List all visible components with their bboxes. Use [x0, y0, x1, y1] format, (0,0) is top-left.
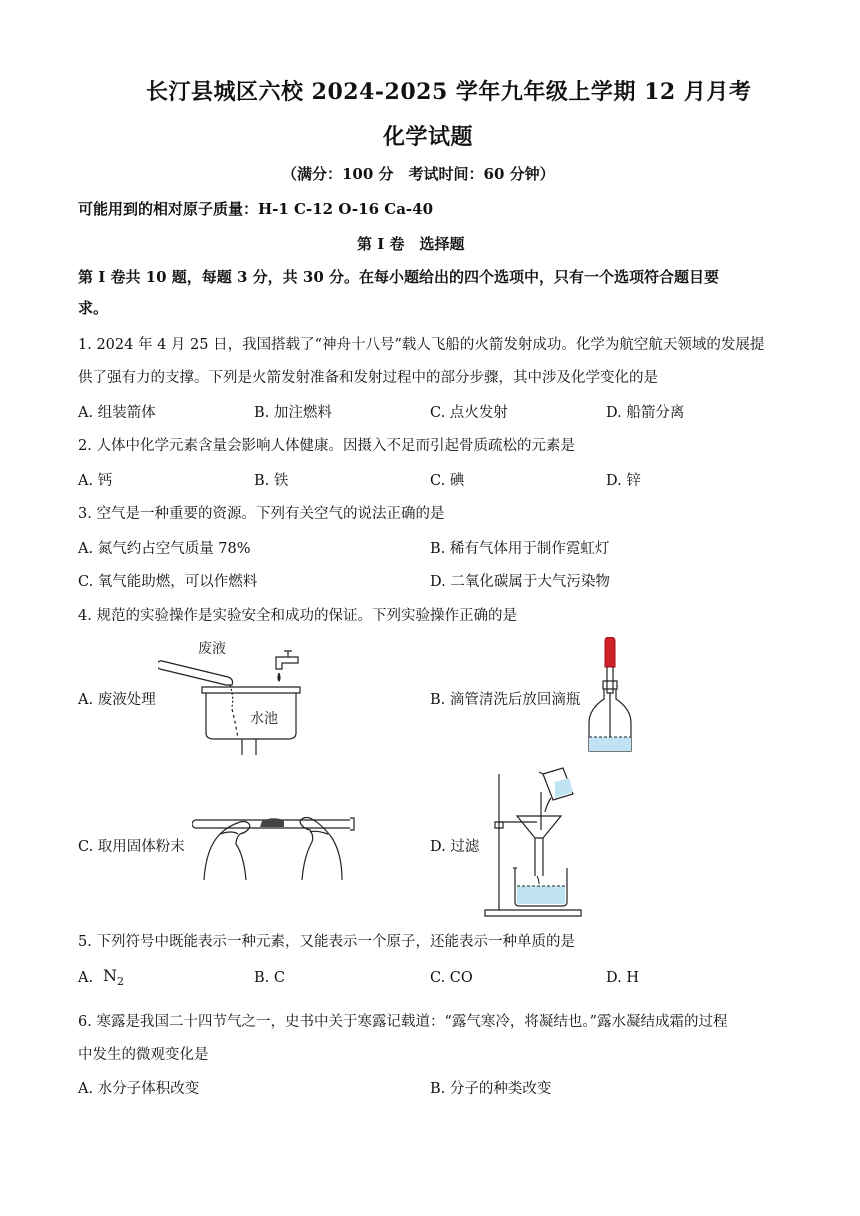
- q3-option-c: C. 氧气能助燃，可以作燃料: [78, 574, 258, 590]
- exam-subject: 化学试题: [383, 124, 474, 150]
- q4-option-d: D. 过滤: [430, 839, 480, 855]
- exam-meta: （满分：100 分 考试时间：60 分钟）: [282, 165, 555, 183]
- filtration-setup-figure: [481, 764, 591, 920]
- q2-option-d: D. 锌: [606, 473, 641, 489]
- q2-stem: 2. 人体中化学元素含量会影响人体健康。因摄入不足而引起骨质疏松的元素是: [78, 438, 575, 454]
- atomic-mass-note: 可能用到的相对原子质量：H-1 C-12 O-16 Ca-40: [78, 200, 434, 218]
- q3-option-d: D. 二氧化碳属于大气污染物: [430, 574, 610, 590]
- q6-option-b: B. 分子的种类改变: [430, 1081, 552, 1097]
- section-instruction-line1: 第 I 卷共 10 题，每题 3 分，共 30 分。在每小题给出的四个选项中，只有一个选项符合题目要: [78, 268, 719, 286]
- dropper-bottle-figure: [585, 637, 635, 755]
- solid-powder-test-tube-figure: [192, 798, 362, 880]
- q1-stem-line2: 供了强有力的支撑。下列是火箭发射准备和发射过程中的部分步骤，其中涉及化学变化的是: [78, 370, 658, 386]
- q2-option-b: B. 铁: [254, 473, 289, 489]
- q3-option-b: B. 稀有气体用于制作霓虹灯: [430, 541, 610, 557]
- q1-option-c: C. 点火发射: [430, 405, 508, 421]
- q5-option-a-formula: [103, 966, 124, 988]
- formula-main: N: [103, 966, 117, 985]
- q4-option-c: C. 取用固体粉末: [78, 839, 185, 855]
- q5-option-c: C. CO: [430, 970, 473, 986]
- q2-option-a: A. 钙: [78, 473, 113, 489]
- section-instruction-line2: 求。: [78, 299, 109, 317]
- waste-liquid-sink-figure: [158, 635, 318, 755]
- q5-option-b: B. C: [254, 970, 285, 986]
- section-heading: 第 I 卷 选择题: [357, 235, 465, 253]
- q1-stem-line1: 1. 2024 年 4 月 25 日，我国搭载了“神舟十八号”载人飞船的火箭发射成功。化学为航空航天领域的发展提: [78, 337, 765, 353]
- exam-title: 长汀县城区六校 2024-2025 学年九年级上学期 12 月月考: [146, 79, 752, 105]
- q1-option-b: B. 加注燃料: [254, 405, 332, 421]
- q1-option-a: A. 组装箭体: [78, 405, 156, 421]
- q4-option-b: B. 滴管清洗后放回滴瓶: [430, 692, 581, 708]
- fig-a-label-waste: 废液: [198, 641, 226, 657]
- q6-stem-line2: 中发生的微观变化是: [78, 1047, 209, 1063]
- q2-option-c: C. 碘: [430, 473, 465, 489]
- q5-stem: 5. 下列符号中既能表示一种元素，又能表示一个原子，还能表示一种单质的是: [78, 934, 575, 950]
- q6-option-a: A. 水分子体积改变: [78, 1081, 200, 1097]
- q3-option-a: A. 氮气约占空气质量 78%: [78, 541, 251, 557]
- q5-option-d: D. H: [606, 970, 639, 986]
- q3-stem: 3. 空气是一种重要的资源。下列有关空气的说法正确的是: [78, 506, 445, 522]
- q4-stem: 4. 规范的实验操作是实验安全和成功的保证。下列实验操作正确的是: [78, 608, 517, 624]
- q1-option-d: D. 船箭分离: [606, 405, 685, 421]
- formula-subscript: 2: [117, 975, 124, 989]
- q5-option-a: A.: [78, 970, 94, 986]
- fig-a-label-sink: 水池: [250, 711, 278, 727]
- q6-stem-line1: 6. 寒露是我国二十四节气之一，史书中关于寒露记载道：“露气寒冷，将凝结也。”露水凝结成霜的过程: [78, 1014, 728, 1030]
- q4-option-a: A. 废液处理: [78, 692, 156, 708]
